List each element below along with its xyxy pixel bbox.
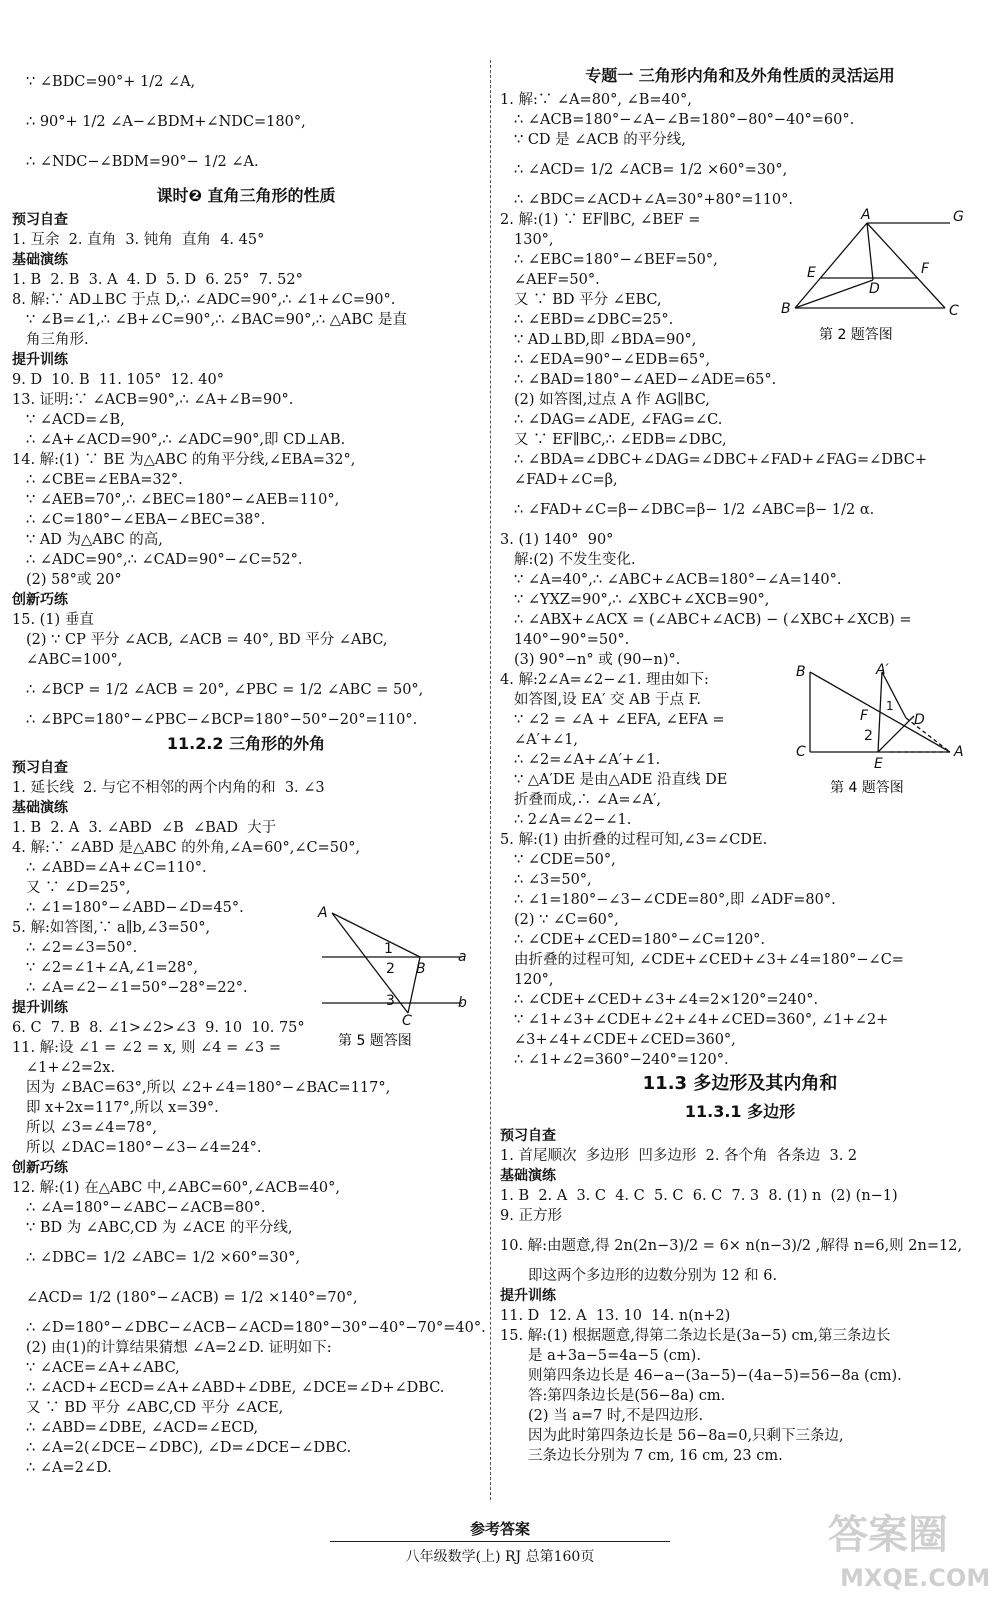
answer-line: ∵ ∠BDC=90°+ 1/2 ∠A, xyxy=(26,74,196,90)
answer-line: 是 a+3a−5=4a−5 (cm). xyxy=(528,1348,701,1364)
answer-line: 9. 正方形 xyxy=(500,1208,562,1224)
answer-line: ∴ ∠CDE+∠CED=180°−∠C=120°. xyxy=(514,932,766,948)
answer-line: ∴ ∠ABD=∠A+∠C=110°. xyxy=(26,860,207,876)
subsection-label: 提升训练 xyxy=(12,352,68,368)
answer-line: ∠A′+∠1, xyxy=(514,732,579,748)
answer-line: (2) 当 a=7 时,不是四边形. xyxy=(528,1408,704,1424)
answer-line: 4. 解:∵ ∠ABD 是△ABC 的外角,∠A=60°,∠C=50°, xyxy=(12,840,361,856)
figure-4 xyxy=(790,660,970,800)
answer-line: ∴ ∠DBC= 1/2 ∠ABC= 1/2 ×60°=30°, xyxy=(26,1250,300,1266)
answer-line: ∴ ∠ABX+∠ACX = (∠ABC+∠ACB) − (∠XBC+∠XCB) = xyxy=(514,612,912,628)
label: A xyxy=(318,905,328,921)
answer-line: ∴ ∠EBC=180°−∠BEF=50°, xyxy=(514,252,718,268)
watermark-logo xyxy=(820,1500,990,1595)
column-divider xyxy=(490,60,491,1500)
answer-line: 又 ∵ EF∥BC,∴ ∠EDB=∠DBC, xyxy=(514,432,727,448)
label: F xyxy=(921,261,930,277)
answer-line: 4. 解:2∠A=∠2−∠1. 理由如下: xyxy=(500,672,709,688)
answer-line: 又 ∵ BD 平分 ∠ABC,CD 平分 ∠ACE, xyxy=(26,1400,284,1416)
answer-line: ∴ ∠2=∠3=50°. xyxy=(26,940,138,956)
subsection-label: 预习自查 xyxy=(500,1128,556,1144)
answer-line: ∵ ∠2 = ∠A + ∠EFA, ∠EFA = xyxy=(514,712,725,728)
answer-line: 所以 ∠DAC=180°−∠3−∠4=24°. xyxy=(26,1140,262,1156)
label: 3 xyxy=(386,993,395,1009)
section-title: 课时❷ 直角三角形的性质 xyxy=(156,186,336,205)
answer-line: 折叠而成,∴ ∠A=∠A′, xyxy=(514,792,662,808)
answer-line: ∴ ∠BPC=180°−∠PBC−∠BCP=180°−50°−20°=110°. xyxy=(26,712,418,728)
answer-line: 即这两个多边形的边数分别为 12 和 6. xyxy=(528,1268,778,1284)
label: 2 xyxy=(386,961,395,977)
answer-line: 1. B 2. A 3. C 4. C 5. C 6. C 7. 3 8. (1) n (2) (n−1) xyxy=(500,1188,898,1204)
answer-line: ∵ AD⊥BD,即 ∠BDA=90°, xyxy=(514,332,697,348)
label: C xyxy=(949,303,959,319)
answer-line: ∴ ∠EDA=90°−∠EDB=65°, xyxy=(514,352,711,368)
answer-line: 又 ∵ ∠D=25°, xyxy=(26,880,131,896)
answer-line: ∴ ∠ADC=90°,∴ ∠CAD=90°−∠C=52°. xyxy=(26,552,303,568)
answer-line: 15. (1) 垂直 xyxy=(12,612,94,628)
answer-line: 14. 解:(1) ∵ BE 为△ABC 的角平分线,∠EBA=32°, xyxy=(12,452,356,468)
answer-line: (3) 90°−n° 或 (90−n)°. xyxy=(514,652,681,668)
label: 1 xyxy=(384,941,393,957)
watermark-line2: MXQE.COM xyxy=(840,1564,990,1592)
answer-line: (2) 58°或 20° xyxy=(26,572,122,588)
answer-line: 三条边长分别为 7 cm, 16 cm, 23 cm. xyxy=(528,1448,783,1464)
answer-line: ∴ ∠C=180°−∠EBA−∠BEC=38°. xyxy=(26,512,266,528)
subsection-label: 创新巧练 xyxy=(12,592,68,608)
answer-line: (2) 如答图,过点 A 作 AG∥BC, xyxy=(514,392,710,408)
answer-line: ∴ ∠EBD=∠DBC=25°. xyxy=(514,312,674,328)
answer-line: 1. 首尾顺次 多边形 凹多边形 2. 各个角 各条边 3. 2 xyxy=(500,1148,858,1164)
footer-title: 参考答案 xyxy=(330,1518,670,1542)
answer-line: ∴ ∠NDC−∠BDM=90°− 1/2 ∠A. xyxy=(26,154,259,170)
answer-line: 因为此时第四条边长是 56−8a=0,只剩下三条边, xyxy=(528,1428,844,1444)
answer-line: ∴ ∠D=180°−∠DBC−∠ACB−∠ACD=180°−30°−40°−70°=40°. xyxy=(26,1320,486,1336)
answer-line: ∴ ∠ACB=180°−∠A−∠B=180°−80°−40°=60°. xyxy=(514,112,855,128)
answer-line: ∵ AD 为△ABC 的高, xyxy=(26,532,163,548)
figure-caption: 第 5 题答图 xyxy=(338,1033,412,1049)
answer-line: (2) ∵ ∠C=60°, xyxy=(514,912,619,928)
answer-line: ∴ ∠A=2∠D. xyxy=(26,1460,112,1476)
label: 2 xyxy=(864,728,873,744)
answer-line: ∴ 2∠A=∠2−∠1. xyxy=(514,812,632,828)
answer-line: 6. C 7. B 8. ∠1>∠2>∠3 9. 10 10. 75° xyxy=(12,1020,305,1036)
answer-line: ∴ ∠CBE=∠EBA=32°. xyxy=(26,472,183,488)
answer-line: ∴ ∠BAD=180°−∠AED−∠ADE=65°. xyxy=(514,372,777,388)
answer-line: 3. (1) 140° 90° xyxy=(500,532,614,548)
subsection-label: 提升训练 xyxy=(500,1288,556,1304)
answer-line: ∠3+∠4+∠CDE+∠CED=360°, xyxy=(514,1032,736,1048)
answer-line: ∴ ∠DAG=∠ADE, ∠FAG=∠C. xyxy=(514,412,723,428)
answer-line: 5. 解:如答图,∵ a∥b,∠3=50°, xyxy=(12,920,211,936)
footer-info: 八年级数学(上) RJ 总第160页 xyxy=(405,1549,595,1565)
figure-caption: 第 2 题答图 xyxy=(819,327,893,343)
label: A xyxy=(861,207,871,223)
answer-line: ∵ ∠ACD=∠B, xyxy=(26,412,125,428)
answer-line: ∴ ∠A+∠ACD=90°,∴ ∠ADC=90°,即 CD⊥AB. xyxy=(26,432,346,448)
answer-line: ∵ ∠2=∠1+∠A,∠1=28°, xyxy=(26,960,198,976)
label: D xyxy=(914,712,925,728)
answer-line: ∴ ∠A=180°−∠ABC−∠ACB=80°. xyxy=(26,1200,266,1216)
section-title: 11.2.2 三角形的外角 xyxy=(166,734,326,753)
answer-line: ∴ ∠A=2(∠DCE−∠DBC), ∠D=∠DCE−∠DBC. xyxy=(26,1440,352,1456)
answer-line: 由折叠的过程可知, ∠CDE+∠CED+∠3+∠4=180°−∠C= xyxy=(514,952,904,968)
subsection-label: 预习自查 xyxy=(12,760,68,776)
answer-line: 如答图,设 EA′ 交 AB 于点 F. xyxy=(514,692,702,708)
answer-line: ∴ ∠1+∠2=360°−240°=120°. xyxy=(514,1052,729,1068)
answer-line: 1. B 2. B 3. A 4. D 5. D 6. 25° 7. 52° xyxy=(12,272,303,288)
answer-line: ∵ ∠A=40°,∴ ∠ABC+∠ACB=180°−∠A=140°. xyxy=(514,572,842,588)
subsection-label: 提升训练 xyxy=(12,1000,68,1016)
subsection-label: 基础演练 xyxy=(12,800,68,816)
section-title: 11.3 多边形及其内角和 xyxy=(642,1073,838,1094)
answer-line: ∴ ∠BDA=∠DBC+∠DAG=∠DBC+∠FAD+∠FAG=∠DBC+ xyxy=(514,452,928,468)
label: B xyxy=(781,301,791,317)
answer-line: 5. 解:(1) 由折叠的过程可知,∠3=∠CDE. xyxy=(500,832,768,848)
answer-line: (2) 由(1)的计算结果猜想 ∠A=2∠D. 证明如下: xyxy=(26,1340,332,1356)
answer-line: 又 ∵ BD 平分 ∠EBC, xyxy=(514,292,662,308)
answer-line: ∴ ∠ACD= 1/2 ∠ACB= 1/2 ×60°=30°, xyxy=(514,162,788,178)
label: a xyxy=(458,949,467,965)
answer-line: 120°, xyxy=(514,972,554,988)
answer-line: 10. 解:由题意,得 2n(2n−3)/2 = 6× n(n−3)/2 ,解得 n=6,则 2n=12, xyxy=(500,1238,963,1254)
answer-line: ∵ △A′DE 是由△ADE 沿直线 DE xyxy=(514,772,728,788)
answer-line: ∵ ∠ACE=∠A+∠ABC, xyxy=(26,1360,180,1376)
label: C xyxy=(402,1013,412,1029)
answer-line: ∠FAD+∠C=β, xyxy=(514,472,618,488)
answer-line: 解:(2) 不发生变化. xyxy=(514,552,636,568)
answer-line: 1. 解:∵ ∠A=80°, ∠B=40°, xyxy=(500,92,692,108)
answer-line: ∵ ∠B=∠1,∴ ∠B+∠C=90°,∴ ∠BAC=90°,∴ △ABC 是直 xyxy=(26,312,408,328)
label: B xyxy=(416,961,426,977)
subsection-label: 创新巧练 xyxy=(12,1160,68,1176)
answer-line: ∴ ∠FAD+∠C=β−∠DBC=β− 1/2 ∠ABC=β− 1/2 α. xyxy=(514,502,875,518)
answer-line: ∵ ∠YXZ=90°,∴ ∠XBC+∠XCB=90°, xyxy=(514,592,770,608)
figure-5 xyxy=(310,895,480,1055)
answer-line: 答:第四条边长是(56−8a) cm. xyxy=(528,1388,726,1404)
answer-line: 140°−90°=50°. xyxy=(514,632,630,648)
label: C xyxy=(796,744,806,760)
answer-line: 则第四条边长是 46−a−(3a−5)−(4a−5)=56−8a (cm). xyxy=(528,1368,902,1384)
answer-line: ∴ ∠ABD=∠DBE, ∠ACD=∠ECD, xyxy=(26,1420,259,1436)
answer-line: ∵ ∠CDE=50°, xyxy=(514,852,616,868)
answer-line: 所以 ∠3=∠4=78°, xyxy=(26,1120,157,1136)
answer-line: ∠1+∠2=2x. xyxy=(26,1060,116,1076)
answer-line: ∴ ∠BCP = 1/2 ∠ACB = 20°, ∠PBC = 1/2 ∠ABC = 50°, xyxy=(26,682,424,698)
answer-line: ∵ BD 为 ∠ABC,CD 为 ∠ACE 的平分线, xyxy=(26,1220,293,1236)
answer-line: ∴ ∠1=180°−∠3−∠CDE=80°,即 ∠ADF=80°. xyxy=(514,892,836,908)
answer-line: ∠AEF=50°. xyxy=(514,272,600,288)
answer-line: ∴ ∠CDE+∠CED+∠3+∠4=2×120°=240°. xyxy=(514,992,819,1008)
answer-line: (2) ∵ CP 平分 ∠ACB, ∠ACB = 40°, BD 平分 ∠ABC, xyxy=(26,632,388,648)
figure-2 xyxy=(775,205,980,350)
label: E xyxy=(874,756,883,772)
label: G xyxy=(953,209,964,225)
answer-line: 11. D 12. A 13. 10 14. n(n+2) xyxy=(500,1308,731,1324)
answer-line: 13. 证明:∵ ∠ACB=90°,∴ ∠A+∠B=90°. xyxy=(12,392,294,408)
subsection-label: 预习自查 xyxy=(12,212,68,228)
answer-line: 15. 解:(1) 根据题意,得第二条边长是(3a−5) cm,第三条边长 xyxy=(500,1328,891,1344)
page-footer xyxy=(330,1518,670,1566)
answer-line: 130°, xyxy=(514,232,554,248)
answer-line: ∵ ∠1+∠3+∠CDE+∠2+∠4+∠CED=360°, ∠1+∠2+ xyxy=(514,1012,889,1028)
label: D xyxy=(869,281,880,297)
answer-line: ∵ CD 是 ∠ACB 的平分线, xyxy=(514,132,686,148)
section-title: 11.3.1 多边形 xyxy=(684,1102,796,1121)
answer-line: ∴ ∠A=∠2−∠1=50°−28°=22°. xyxy=(26,980,248,996)
answer-line: 因为 ∠BAC=63°,所以 ∠2+∠4=180°−∠BAC=117°, xyxy=(26,1080,391,1096)
answer-line: 即 x+2x=117°,所以 x=39°. xyxy=(26,1100,219,1116)
watermark-line1: 答案圈 xyxy=(828,1512,948,1558)
answer-line: ∴ ∠BDC=∠ACD+∠A=30°+80°=110°. xyxy=(514,192,794,208)
label: F xyxy=(860,708,869,724)
answer-line: 1. 互余 2. 直角 3. 钝角 直角 4. 45° xyxy=(12,232,265,248)
figure-caption: 第 4 题答图 xyxy=(830,780,904,796)
answer-line: 角三角形. xyxy=(26,332,89,348)
answer-line: 12. 解:(1) 在△ABC 中,∠ABC=60°,∠ACB=40°, xyxy=(12,1180,340,1196)
answer-line: ∴ ∠2=∠A+∠A′+∠1. xyxy=(514,752,661,768)
left-column xyxy=(12,62,486,1478)
subsection-label: 基础演练 xyxy=(500,1168,556,1184)
answer-line: 8. 解:∵ AD⊥BC 于点 D,∴ ∠ADC=90°,∴ ∠1+∠C=90°. xyxy=(12,292,396,308)
answer-line: ∴ ∠ACD+∠ECD=∠A+∠ABD+∠DBE, ∠DCE=∠D+∠DBC. xyxy=(26,1380,445,1396)
answer-line: 2. 解:(1) ∵ EF∥BC, ∠BEF = xyxy=(500,212,701,228)
label: A′ xyxy=(876,662,889,678)
label: B xyxy=(796,664,806,680)
label: 1 xyxy=(886,699,894,713)
answer-line: 1. B 2. A 3. ∠ABD ∠B ∠BAD 大于 xyxy=(12,820,277,836)
answer-line: ∴ 90°+ 1/2 ∠A−∠BDM+∠NDC=180°, xyxy=(26,114,306,130)
answer-line: 1. 延长线 2. 与它不相邻的两个内角的和 3. ∠3 xyxy=(12,780,325,796)
answer-line: 9. D 10. B 11. 105° 12. 40° xyxy=(12,372,225,388)
answer-line: ∴ ∠1=180°−∠ABD−∠D=45°. xyxy=(26,900,244,916)
subsection-label: 基础演练 xyxy=(12,252,68,268)
answer-line: ∴ ∠3=50°, xyxy=(514,872,592,888)
label: b xyxy=(458,995,467,1011)
label: A xyxy=(954,744,964,760)
section-title: 专题一 三角形内角和及外角性质的灵活运用 xyxy=(585,66,895,85)
answer-line: ∵ ∠AEB=70°,∴ ∠BEC=180°−∠AEB=110°, xyxy=(26,492,340,508)
answer-line: ∠ABC=100°, xyxy=(26,652,123,668)
answer-line: 11. 解:设 ∠1 = ∠2 = x, 则 ∠4 = ∠3 = xyxy=(12,1040,282,1056)
answer-line: ∠ACD= 1/2 (180°−∠ACB) = 1/2 ×140°=70°, xyxy=(26,1290,358,1306)
label: E xyxy=(807,265,816,281)
